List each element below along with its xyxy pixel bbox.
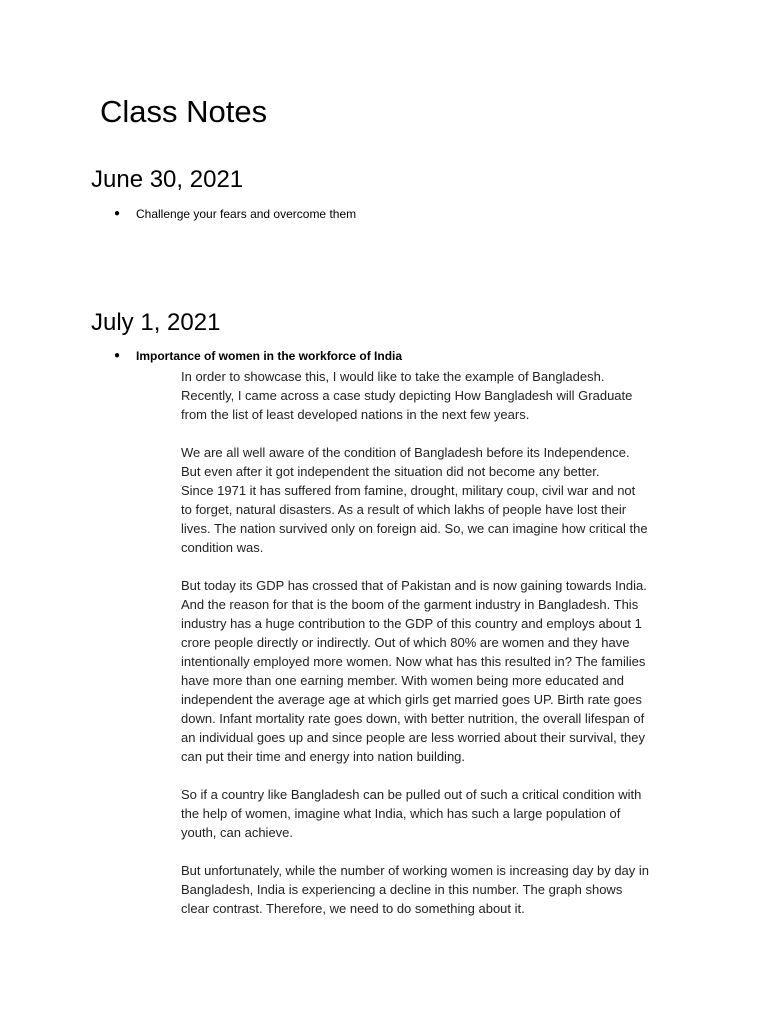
paragraph-gdp	[181, 576, 701, 766]
page-title: Class Notes	[100, 94, 268, 129]
text-line: clear contrast. Therefore, we need to do something about it.	[181, 901, 525, 916]
text-line: But unfortunately, while the number of working women is increasing day by day in	[181, 863, 650, 878]
text-line: We are all well aware of the condition of Bangladesh before its Independence.	[181, 445, 630, 460]
paragraph-india-potential	[181, 785, 701, 842]
text-line: But today its GDP has crossed that of Pakistan and is now gaining towards India.	[181, 578, 647, 593]
text-line: lives. The nation survived only on foreign aid. So, we can imagine how critical the	[181, 521, 648, 536]
paragraph-intro	[181, 367, 701, 424]
bullet-challenge-fears: Challenge your fears and overcome them	[136, 207, 357, 221]
bullet-dot-icon: ●	[114, 208, 121, 219]
text-line: from the list of least developed nations in the next few years.	[181, 407, 530, 422]
text-line: down. Infant mortality rate goes down, with better nutrition, the overall lifespan of	[181, 711, 645, 726]
text-line: have more than one earning member. With women being more educated and	[181, 673, 624, 688]
text-line: crore people directly or indirectly. Out of which 80% are women and they have	[181, 635, 630, 650]
text-line: intentionally employed more women. Now what has this resulted in? The families	[181, 654, 646, 669]
text-line: industry has a huge contribution to the GDP of this country and employs about 1	[181, 616, 642, 631]
text-line: an individual goes up and since people are less worried about their survival, they	[181, 730, 645, 745]
text-line: Bangladesh, India is experiencing a decline in this number. The graph shows	[181, 882, 623, 897]
text-line: independent the average age at which girls get married goes UP. Birth rate goes	[181, 692, 642, 707]
text-line: And the reason for that is the boom of the garment industry in Bangladesh. This	[181, 597, 639, 612]
bullet-dot-icon: ●	[114, 350, 121, 361]
text-line: can put their time and energy into nation building.	[181, 749, 466, 764]
text-line: So if a country like Bangladesh can be pulled out of such a critical condition with	[181, 787, 642, 802]
text-line: Recently, I came across a case study depicting How Bangladesh will Graduate	[181, 388, 633, 403]
text-line: But even after it got independent the situation did not become any better.	[181, 464, 600, 479]
text-line: condition was.	[181, 540, 264, 555]
text-line: to forget, natural disasters. As a result of which lakhs of people have lost their	[181, 502, 627, 517]
date-heading-june-30: June 30, 2021	[91, 166, 244, 193]
text-line: Since 1971 it has suffered from famine, drought, military coup, civil war and not	[181, 483, 636, 498]
bullet-women-workforce: Importance of women in the workforce of India	[136, 349, 403, 363]
text-line: the help of women, imagine what India, which has such a large population of	[181, 806, 621, 821]
text-line: youth, can achieve.	[181, 825, 294, 840]
text-line: In order to showcase this, I would like to take the example of Bangladesh.	[181, 369, 605, 384]
paragraph-conclusion	[181, 861, 701, 918]
notes-body	[181, 367, 701, 937]
paragraph-history	[181, 443, 701, 557]
date-heading-july-1: July 1, 2021	[91, 309, 221, 336]
